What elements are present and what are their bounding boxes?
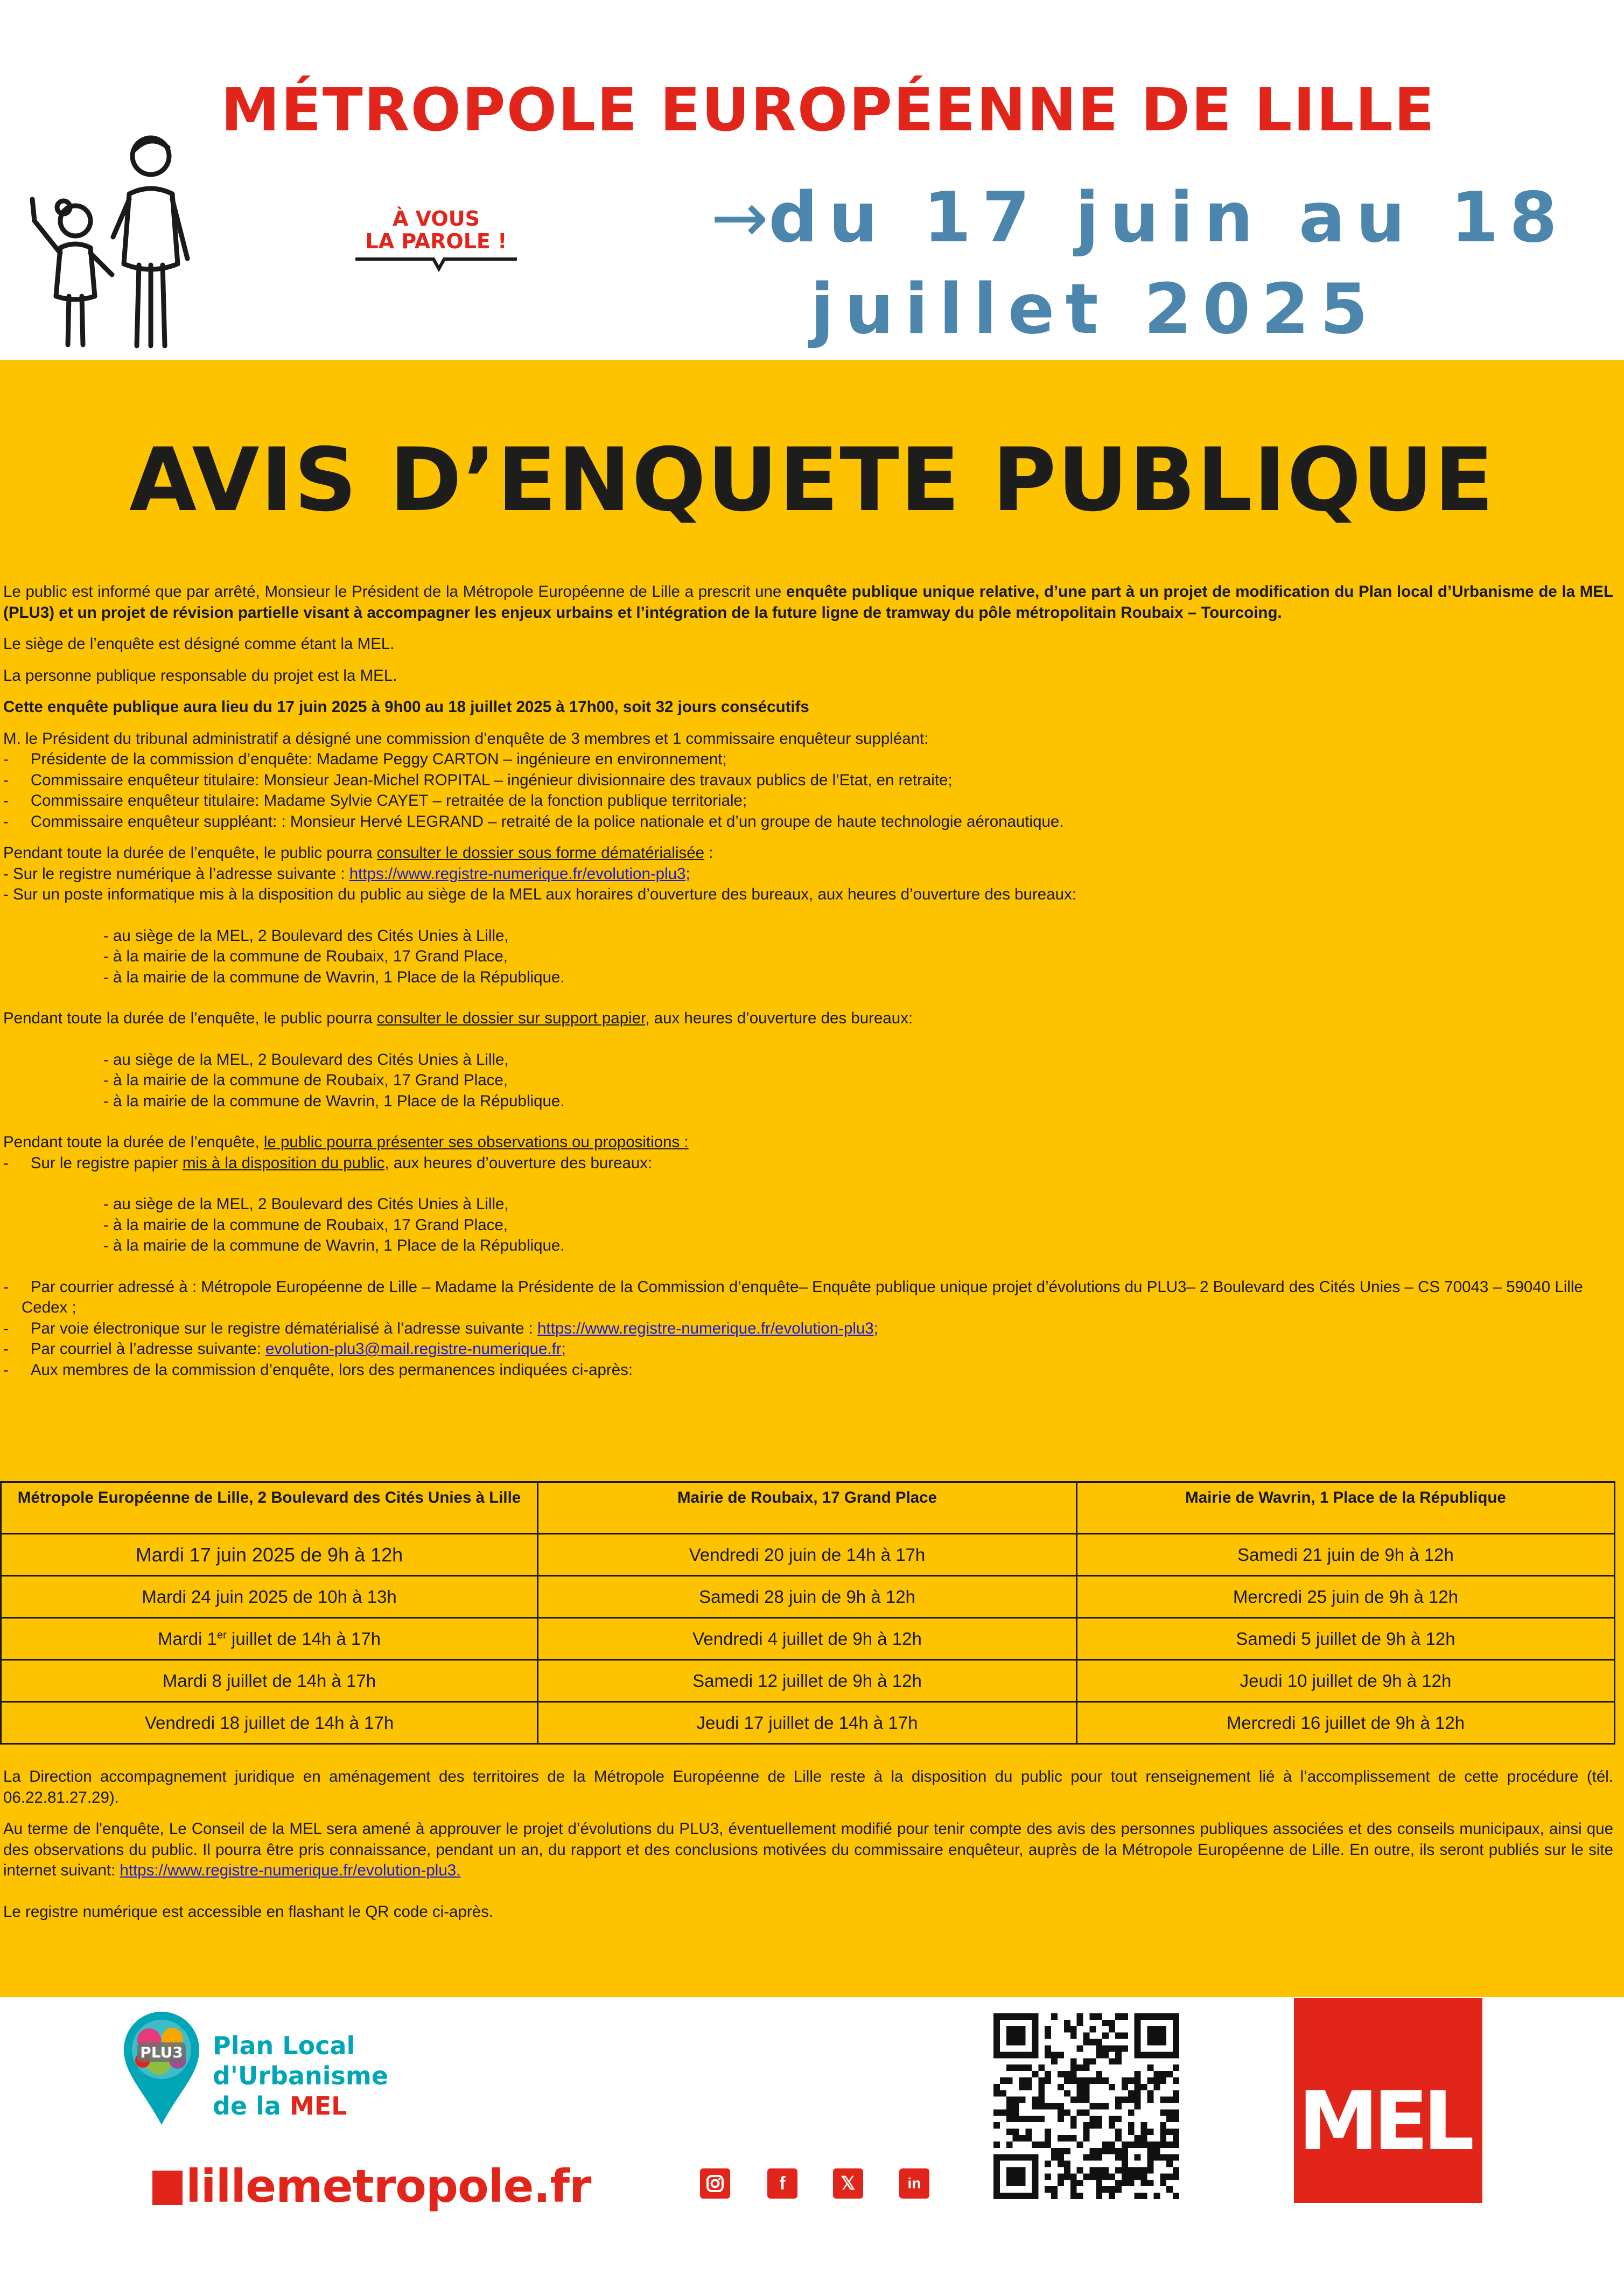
consult-digital-item: - Sur un poste informatique mis à la disposition du public au siège de la MEL aux horaires d’ouverture des bureaux, aux heures d’ouverture des bureaux: <box>3 885 1076 903</box>
table-cell: Vendredi 4 juillet de 9h à 12h <box>538 1618 1077 1660</box>
commission-member: - Commissaire enquêteur titulaire: Monsieur Jean-Michel ROPITAL – ingénieur divisionnaire des travaux publics de l’Etat, en retraite; <box>3 771 953 789</box>
table-row <box>1 1702 1615 1744</box>
header <box>0 0 1624 360</box>
plu-logo-text <box>213 2031 388 2121</box>
table-header: Mairie de Wavrin, 1 Place de la République <box>1076 1482 1614 1534</box>
site-square-icon <box>152 2171 183 2205</box>
table-row <box>1 1660 1615 1702</box>
location-item: - à la mairie de la commune de Roubaix, 17 Grand Place, <box>103 947 508 965</box>
plu-line-3: de la MEL <box>213 2091 347 2120</box>
arrow-right-icon: → <box>711 178 769 258</box>
consult-digital-item: - Sur le registre numérique à l’adresse suivante : https://www.registre-numerique.fr/evolution-plu3; <box>3 864 690 883</box>
table-cell: Vendredi 20 juin de 14h à 17h <box>538 1534 1077 1576</box>
dates-paragraph: Cette enquête publique aura lieu du 17 juin 2025 à 9h00 au 18 juillet 2025 à 17h00, soit 32 jours consécutifs <box>3 698 809 716</box>
location-item: - à la mairie de la commune de Roubaix, 17 Grand Place, <box>103 1071 508 1089</box>
table-row <box>1 1534 1615 1576</box>
mel-logo <box>1294 1998 1482 2203</box>
commission-member: - Commissaire enquêteur suppléant: : Monsieur Hervé LEGRAND – retraité de la police nationale et d’un groupe de haute technologie aéronautique. <box>3 812 1064 831</box>
intro-paragraph: Le public est informé que par arrêté, Monsieur le Président de la Métropole Européenne de Lille a prescrit une enquête publique unique relative, d’une part à un projet de modification du Plan local d’Urbanisme de la MEL (PLU3) et un projet de révision partielle visant à accompagner les enjeux urbains et l’intégration de la future ligne de tramway du pôle métropolitain Roubaix – Tourcoing. <box>3 583 1613 622</box>
closing-paragraph: Au terme de l'enquête, Le Conseil de la MEL sera amené à approuver le projet d’évolutions du PLU3, éventuellement modifié pour tenir compte des avis des personnes publiques associées et des conseils municipaux, ainsi que des observations du public. Il pourra être pris connaissance, pendant un an, du rapport et des conclusions motivées du commissaire enquêteur, auprès de la Métropole Européenne de Lille. En outre, ils seront publiés sur le site internet suivant: https://www.registre-numerique.fr/evolution-plu3. <box>3 1820 1613 1879</box>
email-link[interactable]: evolution-plu3@mail.registre-numerique.fr; <box>265 1340 566 1358</box>
date-range-text-1: du 17 juin au 18 <box>768 178 1568 258</box>
table-header: Métropole Européenne de Lille, 2 Boulevard des Cités Unies à Lille <box>1 1482 538 1534</box>
plu-line-1: Plan Local <box>213 2031 355 2060</box>
registry-link[interactable]: https://www.registre-numerique.fr/evolution-plu3. <box>120 1861 461 1879</box>
table-row <box>1 1618 1615 1660</box>
commission-member: - Commissaire enquêteur titulaire: Madame Sylvie CAYET – retraitée de la fonction publique territoriale; <box>3 792 747 810</box>
plu-badge-text: PLU3 <box>140 2043 183 2061</box>
commission-intro: M. le Président du tribunal administratif a désigné une commission d’enquête de 3 membres et 1 commissaire enquêteur suppléant: <box>3 729 929 748</box>
slogan-line-1: À VOUS <box>393 207 480 231</box>
table-cell: Samedi 21 juin de 9h à 12h <box>1076 1534 1614 1576</box>
plu-line-2: d'Urbanisme <box>213 2061 389 2090</box>
x-icon[interactable]: 𝕏 <box>833 2168 863 2199</box>
observations-item: - Aux membres de la commission d’enquête, lors des permanences indiquées ci-après: <box>3 1361 633 1379</box>
table-header-row <box>1 1482 1615 1534</box>
table-cell: Samedi 5 juillet de 9h à 12h <box>1076 1618 1614 1660</box>
table-cell: Mardi 8 juillet de 14h à 17h <box>1 1660 538 1702</box>
location-item: - au siège de la MEL, 2 Boulevard des Cités Unies à Lille, <box>103 926 509 945</box>
table-row <box>1 1576 1615 1618</box>
linkedin-icon[interactable]: in <box>899 2168 929 2199</box>
seat-paragraph: Le siège de l’enquête est désigné comme étant la MEL. <box>3 635 395 653</box>
page-title: AVIS D’ENQUETE PUBLIQUE <box>129 430 1495 531</box>
registry-link[interactable]: https://www.registre-numerique.fr/evolution-plu3; <box>537 1319 878 1337</box>
table-cell: Samedi 12 juillet de 9h à 12h <box>538 1660 1077 1702</box>
qr-code[interactable] <box>993 2013 1179 2199</box>
location-item: - à la mairie de la commune de Roubaix, 17 Grand Place, <box>103 1216 508 1234</box>
table-cell: Samedi 28 juin de 9h à 12h <box>538 1576 1077 1618</box>
table-cell: Mercredi 25 juin de 9h à 12h <box>1076 1576 1614 1618</box>
table-cell: Mardi 1er juillet de 14h à 17h <box>1 1618 538 1660</box>
org-title: MÉTROPOLE EUROPÉENNE DE LILLE <box>221 75 1436 144</box>
qr-instruction: Le registre numérique est accessible en flashant le QR code ci-après. <box>3 1902 494 1921</box>
closing-text <box>3 1767 1613 1922</box>
observations-item: - Par voie électronique sur le registre dématérialisé à l’adresse suivante : https://www.registre-numerique.fr/evolution-plu3; <box>3 1319 878 1337</box>
table-header: Mairie de Roubaix, 17 Grand Place <box>538 1482 1077 1534</box>
speech-pointer-icon <box>350 256 522 272</box>
slogan-logo <box>350 207 522 277</box>
observations-lead: Pendant toute la durée de l’enquête, le public pourra présenter ses observations ou propositions : <box>3 1133 689 1151</box>
consult-digital-lead: Pendant toute la durée de l’enquête, le public pourra consulter le dossier sous forme dématérialisée : <box>3 844 713 862</box>
date-range-line-2: juillet 2025 <box>810 269 1379 350</box>
table-cell: Mardi 17 juin 2025 de 9h à 12h <box>1 1534 538 1576</box>
location-item: - à la mairie de la commune de Wavrin, 1 Place de la République. <box>103 968 565 986</box>
location-item: - au siège de la MEL, 2 Boulevard des Cités Unies à Lille, <box>103 1195 509 1213</box>
location-item: - à la mairie de la commune de Wavrin, 1 Place de la République. <box>103 1092 565 1110</box>
observations-item: - Sur le registre papier mis à la disposition du public, aux heures d’ouverture des bureaux: <box>3 1154 653 1172</box>
commission-member: - Présidente de la commission d’enquête: Madame Peggy CARTON – ingénieure en environnement; <box>3 750 727 768</box>
facebook-icon[interactable]: f <box>767 2168 797 2199</box>
notice-text <box>3 582 1613 1380</box>
mel-logo-text: MEL <box>1298 2075 1469 2168</box>
location-item: - à la mairie de la commune de Wavrin, 1 Place de la République. <box>103 1237 565 1254</box>
table-cell: Jeudi 17 juillet de 14h à 17h <box>538 1702 1077 1744</box>
notice-body <box>0 360 1624 1997</box>
closing-paragraph: La Direction accompagnement juridique en aménagement des territoires de la Métropole Européenne de Lille reste à la disposition du public pour tout renseignement lié à l’accomplissement de cette procédure (tél. 06.22.81.27.29). <box>3 1768 1613 1806</box>
table-cell: Mercredi 16 juillet de 9h à 12h <box>1076 1702 1614 1744</box>
website-link[interactable]: lillemetropole.fr <box>152 2160 591 2213</box>
permanences-table <box>0 1481 1615 1745</box>
footer <box>0 1997 1624 2274</box>
family-illustration <box>22 124 199 350</box>
responsible-paragraph: La personne publique responsable du projet est la MEL. <box>3 666 397 685</box>
observations-item: - Par courriel à l’adresse suivante: evolution-plu3@mail.registre-numerique.fr; <box>3 1340 566 1358</box>
date-range-line-1 <box>711 178 1568 259</box>
instagram-icon[interactable] <box>700 2168 730 2199</box>
plu-map-pin-icon <box>121 2009 202 2127</box>
observations-item: - Par courrier adressé à : Métropole Européenne de Lille – Madame la Présidente de la Commission d’enquête– Enquête publique unique projet d’évolutions du PLU3– 2 Boulevard des Cités Unies – CS 70043 – 59040 Lille Cedex ; <box>3 1278 1583 1316</box>
table-cell: Vendredi 18 juillet de 14h à 17h <box>1 1702 538 1744</box>
consult-paper-lead: Pendant toute la durée de l’enquête, le public pourra consulter le dossier sur support papier, aux heures d’ouverture des bureaux: <box>3 1009 913 1027</box>
location-item: - au siège de la MEL, 2 Boulevard des Cités Unies à Lille, <box>103 1050 509 1069</box>
registry-link[interactable]: https://www.registre-numerique.fr/evolution-plu3; <box>349 864 690 883</box>
table-cell: Jeudi 10 juillet de 9h à 12h <box>1076 1660 1614 1702</box>
slogan-line-2: LA PAROLE ! <box>365 229 507 253</box>
table-cell: Mardi 24 juin 2025 de 10h à 13h <box>1 1576 538 1618</box>
